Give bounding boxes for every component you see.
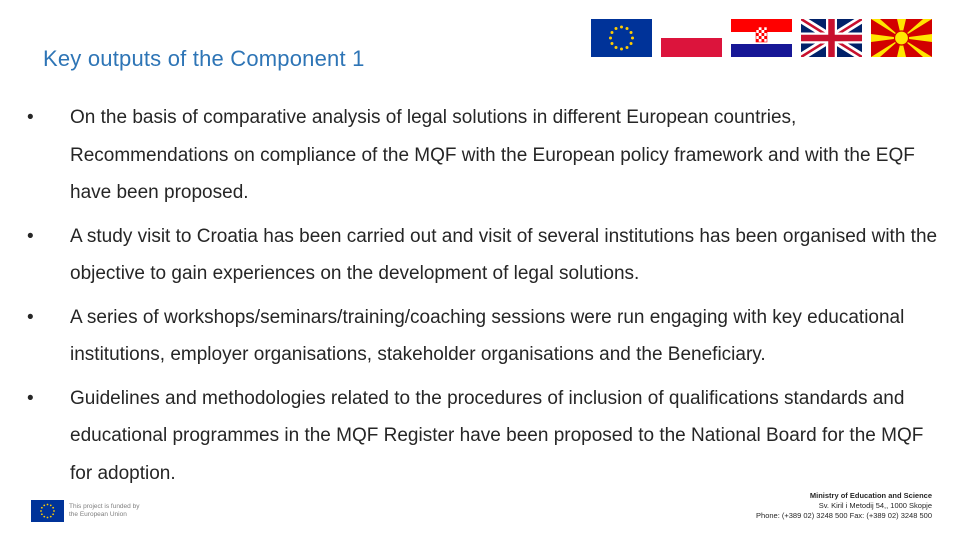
eu-star bbox=[50, 504, 52, 506]
eu-star bbox=[610, 31, 613, 34]
bullet-text: On the basis of comparative analysis of legal solutions in different European countries, Recommendations on compliance of the MQF with the European policy framework and with the EQF have been proposed. bbox=[70, 107, 915, 203]
ministry-address: Sv. Kiril i Metodij 54,, 1000 Skopje bbox=[818, 501, 932, 510]
eu-star bbox=[626, 27, 629, 30]
eu-star bbox=[47, 504, 49, 506]
bullet-marker: • bbox=[27, 387, 34, 409]
eu-star bbox=[610, 42, 613, 45]
north-macedonia-flag-icon bbox=[871, 19, 932, 57]
bullet-text: A study visit to Croatia has been carried out and visit of several institutions has been organised with the objective to gain experiences on the development of legal solutions. bbox=[70, 225, 938, 284]
eu-star bbox=[52, 513, 54, 515]
eu-star bbox=[615, 46, 618, 49]
bullet-text: Guidelines and methodologies related to the procedures of inclusion of qualifications standards and educational programmes in the MQF Register have been proposed to the National Board for the MQF for adoption. bbox=[70, 387, 924, 484]
eu-star bbox=[47, 517, 49, 519]
bullet-marker: • bbox=[27, 107, 34, 128]
bullet-item bbox=[25, 99, 940, 212]
eu-logo-icon bbox=[31, 500, 64, 522]
eu-star bbox=[620, 26, 623, 29]
poland-flag-icon bbox=[661, 19, 722, 57]
eu-star bbox=[630, 42, 633, 45]
eu-star bbox=[43, 504, 45, 506]
uk-flag-icon bbox=[801, 19, 862, 57]
ministry-contact bbox=[756, 491, 932, 521]
eu-star bbox=[626, 46, 629, 49]
eu-star bbox=[53, 510, 55, 512]
bullet-item bbox=[25, 218, 940, 293]
bullet-item bbox=[25, 299, 940, 374]
eu-star bbox=[620, 48, 623, 51]
bullet-marker: • bbox=[27, 306, 34, 328]
eu-star bbox=[50, 516, 52, 518]
bullet-item bbox=[25, 380, 940, 493]
croatia-flag-icon bbox=[731, 19, 792, 57]
eu-star bbox=[43, 516, 45, 518]
eu-star bbox=[41, 513, 43, 515]
eu-star bbox=[52, 507, 54, 509]
eu-star bbox=[615, 27, 618, 30]
bullet-text: A series of workshops/seminars/training/coaching sessions were run engaging with key educational institutions, employer organisations, stakeholder organisations and the Beneficiary. bbox=[70, 306, 905, 365]
eu-star bbox=[631, 37, 634, 40]
ministry-phone: Phone: (+389 02) 3248 500 Fax: (+389 02) 3248 500 bbox=[756, 511, 932, 520]
bullet-marker: • bbox=[27, 225, 34, 247]
eu-flag-icon bbox=[591, 19, 652, 57]
ministry-name: Ministry of Education and Science bbox=[809, 491, 932, 500]
eu-star bbox=[609, 37, 612, 40]
eu-star bbox=[630, 31, 633, 34]
eu-funding-text: This project is funded by the European Union bbox=[69, 503, 140, 518]
eu-star bbox=[41, 507, 43, 509]
bullet-list bbox=[25, 99, 940, 498]
page-title: Key outputs of the Component 1 bbox=[43, 46, 365, 71]
eu-star bbox=[40, 510, 42, 512]
